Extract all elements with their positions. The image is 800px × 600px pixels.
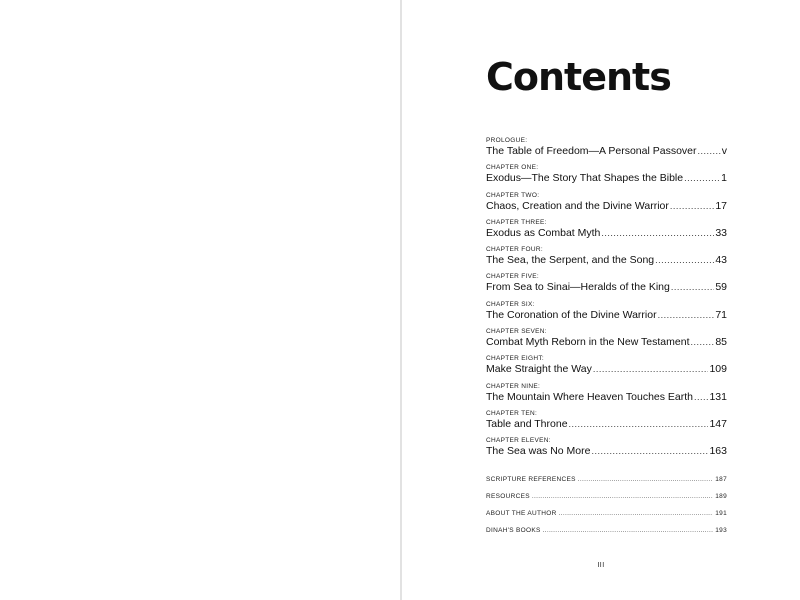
page-number: v	[721, 145, 727, 157]
toc-list	[486, 137, 727, 465]
chapter-label: CHAPTER FOUR:	[486, 246, 543, 254]
chapter-title: Table and Throne	[486, 417, 568, 430]
backmatter-entry[interactable]	[486, 476, 727, 493]
contents-page	[402, 0, 800, 600]
dot-leader	[593, 363, 709, 376]
chapter-title: Make Straight the Way	[486, 363, 592, 376]
page-number: 43	[715, 254, 727, 267]
page-number: 1	[721, 172, 727, 185]
page-number: 109	[709, 363, 727, 376]
chapter-label: CHAPTER NINE:	[486, 382, 541, 390]
chapter-label: CHAPTER TEN:	[486, 409, 538, 417]
page-folio: III	[597, 562, 605, 569]
chapter-title: Exodus—The Story That Shapes the Bible	[486, 172, 684, 185]
backmatter-title: RESOURCES	[486, 493, 530, 500]
chapter-label: CHAPTER FIVE:	[486, 273, 540, 281]
backmatter-entry[interactable]	[486, 493, 727, 510]
chapter-title: Chaos, Creation and the Divine Warrior	[486, 199, 669, 212]
page-number: 189	[715, 493, 727, 500]
chapter-title: The Mountain Where Heaven Touches Earth	[486, 390, 694, 403]
chapter-title: From Sea to Sinai—Heralds of the King	[486, 281, 670, 294]
chapter-label: CHAPTER ONE:	[486, 164, 539, 172]
toc-entry[interactable]	[486, 137, 727, 164]
toc-entry[interactable]	[486, 301, 727, 328]
page-number: 131	[709, 390, 727, 403]
chapter-label: CHAPTER TWO:	[486, 191, 540, 199]
page-number: 191	[715, 510, 727, 517]
dot-leader	[694, 391, 708, 404]
backmatter-list	[486, 476, 727, 544]
page-number: 71	[715, 308, 727, 321]
chapter-title: The Coronation of the Divine Warrior	[486, 308, 657, 321]
chapter-title: The Table of Freedom—A Personal Passover	[486, 145, 697, 157]
chapter-label: CHAPTER THREE:	[486, 218, 547, 226]
dot-leader	[543, 527, 714, 535]
chapter-title: Combat Myth Reborn in the New Testament	[486, 336, 690, 349]
toc-entry[interactable]	[486, 164, 727, 191]
page-number: 193	[715, 527, 727, 534]
backmatter-title: DINAH'S BOOKS	[486, 527, 541, 534]
dot-leader	[671, 281, 714, 294]
dot-leader	[690, 336, 714, 349]
dot-leader	[569, 418, 709, 431]
backmatter-entry[interactable]	[486, 510, 727, 527]
toc-entry[interactable]	[486, 192, 727, 219]
page-title: Contents	[486, 55, 671, 99]
backmatter-entry[interactable]	[486, 527, 727, 544]
toc-entry[interactable]	[486, 437, 727, 464]
page-number: 163	[709, 445, 727, 458]
backmatter-title: SCRIPTURE REFERENCES	[486, 476, 576, 483]
page-number: 33	[715, 226, 727, 239]
toc-entry[interactable]	[486, 383, 727, 410]
page-number: 187	[715, 476, 727, 483]
dot-leader	[559, 510, 714, 518]
dot-leader	[655, 254, 714, 267]
page-number: 147	[709, 417, 727, 430]
toc-entry[interactable]	[486, 328, 727, 355]
dot-leader	[658, 309, 715, 322]
backmatter-title: ABOUT THE AUTHOR	[486, 510, 557, 517]
dot-leader	[578, 476, 713, 484]
dot-leader	[698, 145, 721, 158]
chapter-title: Exodus as Combat Myth	[486, 226, 601, 239]
dot-leader	[670, 200, 714, 213]
chapter-title: The Sea, the Serpent, and the Song	[486, 254, 655, 267]
toc-entry[interactable]	[486, 410, 727, 437]
toc-entry[interactable]	[486, 246, 727, 273]
chapter-title: The Sea was No More	[486, 445, 591, 458]
page-number: 59	[715, 281, 727, 294]
chapter-label: CHAPTER SEVEN:	[486, 328, 547, 336]
dot-leader	[591, 445, 708, 458]
toc-entry[interactable]	[486, 273, 727, 300]
chapter-label: CHAPTER ELEVEN:	[486, 437, 551, 445]
chapter-label: CHAPTER SIX:	[486, 300, 535, 308]
chapter-label: PROLOGUE:	[486, 137, 528, 144]
dot-leader	[684, 172, 720, 185]
toc-entry[interactable]	[486, 355, 727, 382]
dot-leader	[601, 227, 714, 240]
page-number: 17	[715, 199, 727, 212]
toc-entry[interactable]	[486, 219, 727, 246]
page-number: 85	[715, 336, 727, 349]
chapter-label: CHAPTER EIGHT:	[486, 355, 545, 363]
dot-leader	[532, 493, 713, 501]
